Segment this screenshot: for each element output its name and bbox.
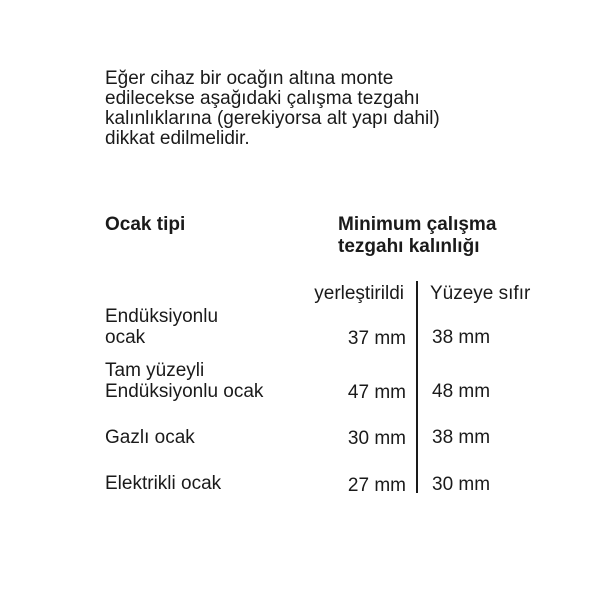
column-divider (416, 281, 418, 493)
row-value-gas-installed: 30 mm (347, 428, 406, 449)
row-label-electric (105, 473, 221, 494)
row-label-gas (105, 427, 195, 448)
row-label-full-surface-induction-line-2: Endüksiyonlu ocak (105, 381, 264, 402)
intro-line-3: kalınlıklarına (gerekiyorsa alt yapı dahil) (105, 108, 440, 129)
subheader-installed: yerleştirildi (314, 283, 404, 304)
row-label-induction-line-1: Endüksiyonlu (105, 306, 219, 327)
row-label-electric-line-1: Elektrikli ocak (105, 473, 222, 494)
intro-line-2: edilecekse aşağıdaki çalışma tezgahı (105, 88, 420, 109)
row-value-gas-flush: 38 mm (432, 427, 491, 448)
row-label-full-surface-induction-line-1: Tam yüzeyli (105, 360, 205, 381)
row-value-induction-flush: 38 mm (432, 327, 491, 348)
row-value-electric-installed: 27 mm (347, 475, 406, 496)
header-min-thickness (338, 214, 496, 258)
row-value-induction-installed: 37 mm (347, 328, 406, 349)
intro-line-4: dikkat edilmelidir. (105, 128, 250, 149)
row-value-full-surface-flush: 48 mm (432, 381, 491, 402)
header-min-thickness-line-1: Minimum çalışma (338, 214, 497, 235)
row-label-induction (105, 306, 218, 348)
intro-paragraph (105, 69, 545, 149)
row-label-induction-line-2: ocak (105, 327, 146, 348)
header-hob-type: Ocak tipi (105, 214, 186, 235)
row-value-full-surface-installed: 47 mm (347, 382, 406, 403)
header-min-thickness-line-2: tezgahı kalınlığı (338, 236, 480, 257)
row-value-electric-flush: 30 mm (432, 474, 491, 495)
intro-line-1: Eğer cihaz bir ocağın altına monte (105, 68, 394, 89)
subheader-flush: Yüzeye sıfır (430, 283, 531, 304)
row-label-gas-line-1: Gazlı ocak (105, 427, 195, 448)
row-label-full-surface-induction (105, 360, 263, 402)
